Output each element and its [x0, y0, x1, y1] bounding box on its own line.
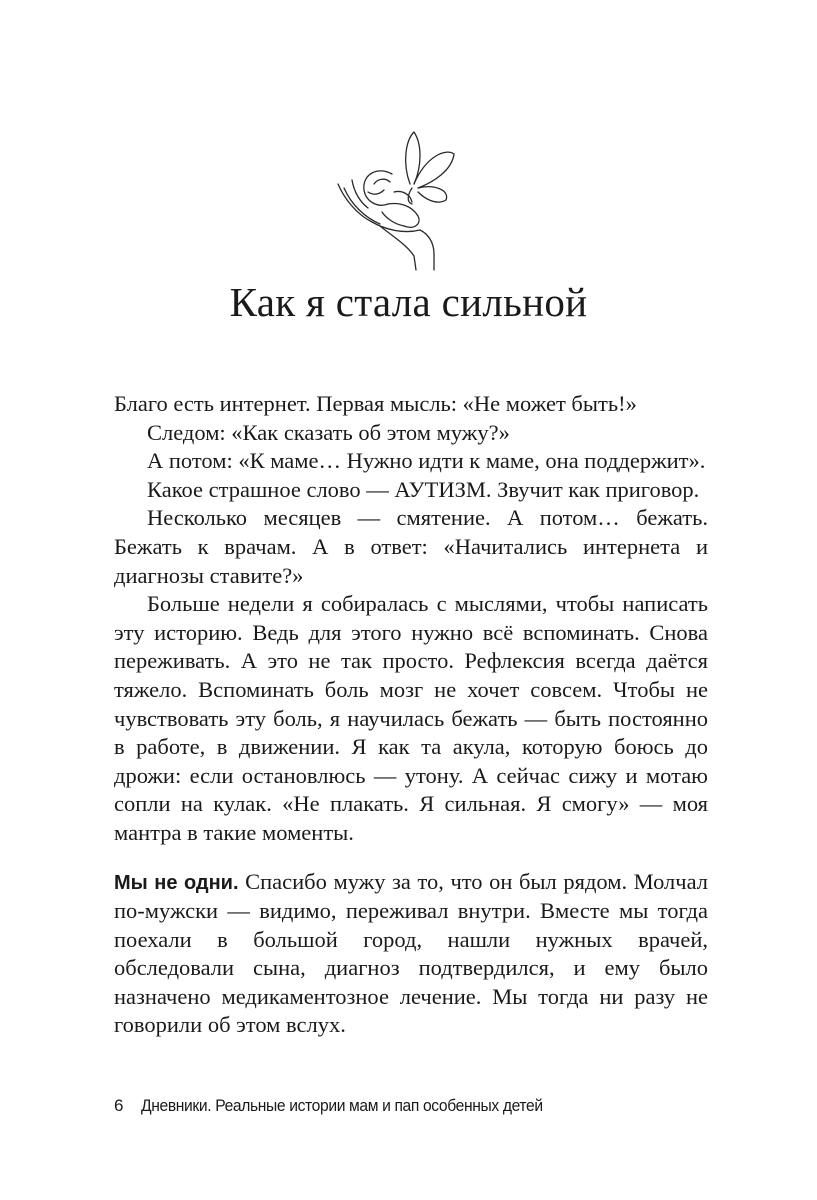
hand-holding-child-with-butterfly-icon	[322, 122, 462, 272]
paragraph: Следом: «Как сказать об этом мужу?»	[147, 419, 510, 445]
paragraph: Благо есть интернет. Первая мысль: «Не может быть!»	[114, 391, 637, 416]
body-text	[114, 390, 708, 1040]
page-footer	[114, 1096, 578, 1116]
paragraph: Несколько месяцев — смятение. А потом… бежать. Бежать к врачам. А в ответ: «Начитались интернета и диагнозы ставите?»	[114, 505, 708, 588]
page-number: 6	[114, 1096, 124, 1115]
section-paragraph	[114, 868, 708, 1041]
paragraph: Какое страшное слово — АУТИЗМ. Звучит как приговор.	[147, 476, 700, 502]
section-lead-in: Мы не одни.	[114, 871, 239, 894]
running-title: Дневники. Реальные истории мам и пап особенных детей	[141, 1096, 544, 1115]
paragraph: Больше недели я собиралась с мыслями, чтобы написать эту историю. Ведь для этого нужно всё вспоминать. Снова переживать. А это не так просто. Рефлексия всегда даётся тяжело. Вспоминать боль мозг не хочет совсем. Чтобы не чувствовать эту боль, я научилась бежать — быть постоянно в работе, в движении. Я как та акула, которую боюсь до дрожи: если остановлюсь — утону. А сейчас сижу и мотаю сопли на кулак. «Не плакать. Я сильная. Я смогу» — моя мантра в такие моменты.	[114, 591, 708, 845]
paragraph: А потом: «К маме… Нужно идти к маме, она поддержит».	[147, 448, 706, 474]
section-text: Спасибо мужу за то, что он был рядом. Молчал по-мужски — видимо, переживал внутри. Вместе мы тогда поехали в большой город, нашли нужных врачей, обследовали сына, диагноз подтвердился, и ему было назначено медикаментозное лечение. Мы тогда ни разу не говорили об этом вслух.	[114, 868, 709, 1038]
chapter-title: Как я стала сильной	[229, 279, 588, 325]
